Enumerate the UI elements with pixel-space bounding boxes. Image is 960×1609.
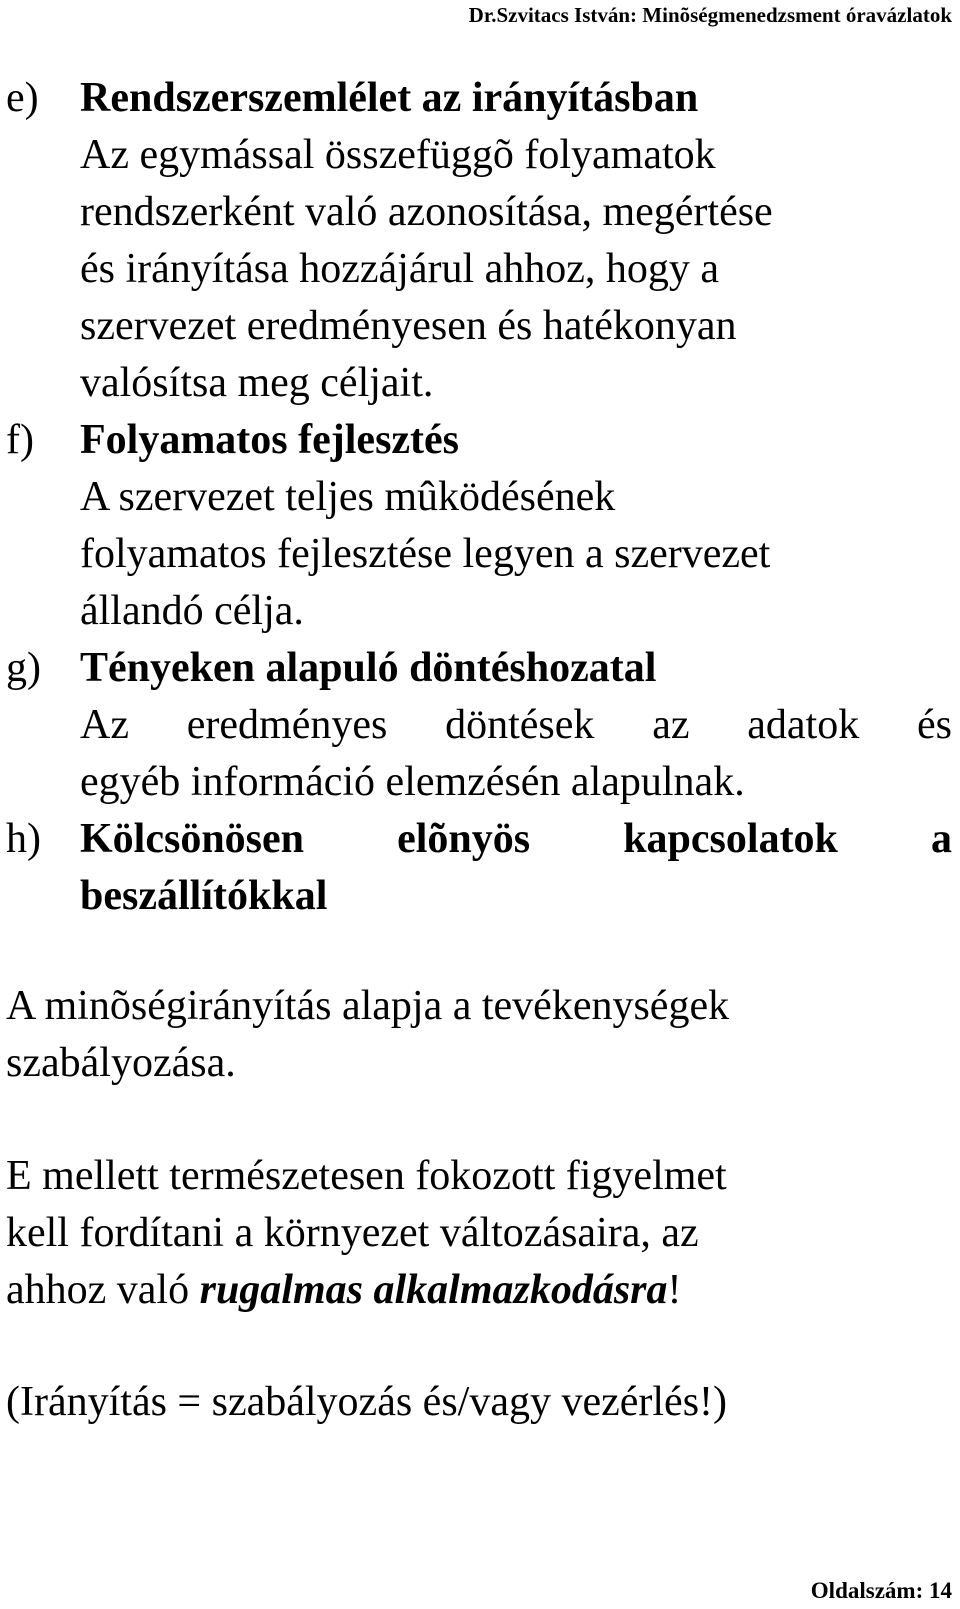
page-number: Oldalszám: 14 <box>810 1578 952 1603</box>
body-line: rendszerként való azonosítása, megértése <box>80 189 773 235</box>
list-item-heading: Tényeken alapuló döntéshozatal <box>80 645 657 691</box>
body-line: és irányítása hozzájárul ahhoz, hogy a <box>80 246 720 292</box>
page-header: Dr.Szvitacs István: Minõségmenedzsment óravázlatok <box>468 3 952 27</box>
paragraph-line: E mellett természetesen fokozott figyelmet <box>6 1153 727 1199</box>
list-item-body <box>80 127 952 412</box>
list-item-e <box>6 70 952 412</box>
paragraph-text: ! <box>667 1267 682 1313</box>
emphasized-text: rugalmas alkalmazkodásra <box>199 1267 668 1313</box>
paragraph-text: ahhoz való <box>6 1267 200 1313</box>
paragraph-environment <box>6 1148 952 1319</box>
paragraph-quality-basis <box>6 978 952 1092</box>
body-line: szervezet eredményesen és hatékonyan <box>80 303 737 349</box>
body-line: Az egymással összefüggõ folyamatok <box>80 132 716 178</box>
list-item-label: h) <box>6 816 41 862</box>
body-line: egyéb információ elemzésén alapulnak. <box>80 759 745 805</box>
list-item-body <box>80 469 952 640</box>
list-item-heading: Rendszerszemlélet az irányításban <box>80 75 699 121</box>
paragraph-line: kell fordítani a környezet változásaira, az <box>6 1210 699 1256</box>
body-line: Az eredményes döntések az adatok és <box>80 702 952 748</box>
paragraph-line: A minõségirányítás alapja a tevékenységek <box>6 983 730 1029</box>
principles-list <box>6 70 952 925</box>
list-item-label: g) <box>6 645 41 691</box>
list-item-label: f) <box>6 417 34 463</box>
list-item-h <box>6 811 952 925</box>
paragraph-line: szabályozása. <box>6 1040 236 1086</box>
paragraph-definition <box>6 1374 952 1431</box>
list-item-heading-continuation: beszállítókkal <box>80 873 328 919</box>
body-line: valósítsa meg céljait. <box>80 360 434 406</box>
list-item-label: e) <box>6 75 39 121</box>
paragraph-line <box>6 1262 952 1319</box>
body-line: A szervezet teljes mûködésének <box>80 474 616 520</box>
list-item-g <box>6 640 952 811</box>
body-line: állandó célja. <box>80 588 304 634</box>
paragraph-line: (Irányítás = szabályozás és/vagy vezérlés!) <box>6 1379 728 1425</box>
list-item-heading: Folyamatos fejlesztés <box>80 417 460 463</box>
list-item-f <box>6 412 952 640</box>
body-line: folyamatos fejlesztése legyen a szervezet <box>80 531 771 577</box>
list-item-body <box>80 697 952 811</box>
list-item-heading: Kölcsönösen elõnyös kapcsolatok a <box>80 816 952 862</box>
